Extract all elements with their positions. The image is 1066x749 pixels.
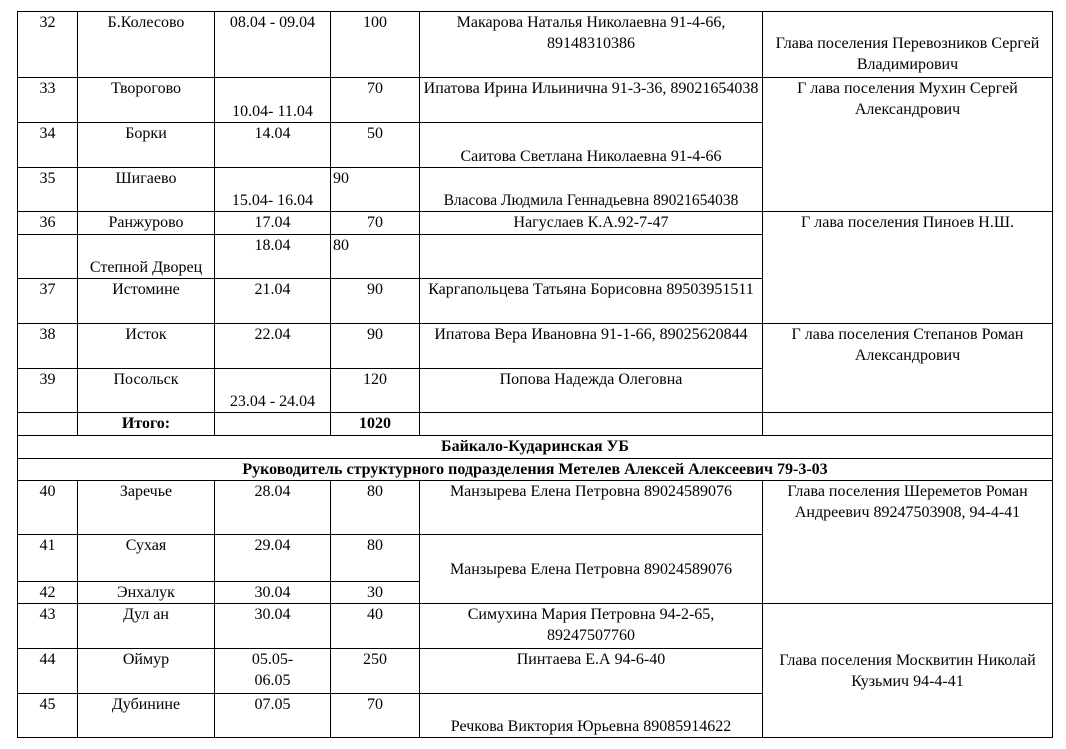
row-number: 43 xyxy=(18,604,78,649)
row-number: 37 xyxy=(18,279,78,324)
head-cell: Г лава поселения Пиноев Н.Ш. xyxy=(763,212,1053,324)
dates-cell: 30.04 xyxy=(215,604,331,649)
settlement-name: Истомине xyxy=(78,279,215,324)
dates-cell: 23.04 - 24.04 xyxy=(215,369,331,413)
contact-cell: Каргапольцева Татьяна Борисовна 89503951511 xyxy=(420,279,763,324)
dates-cell: 10.04- 11.04 xyxy=(215,78,331,123)
section-title-row xyxy=(18,436,1053,459)
dates-cell: 18.04 xyxy=(215,235,331,279)
dates-cell: 05.05- 06.05 xyxy=(215,649,331,694)
head-cell: Глава поселения Перевозников Сергей Владимирович xyxy=(763,12,1053,78)
count-cell: 80 xyxy=(331,481,420,535)
count-cell: 70 xyxy=(331,694,420,738)
contact-cell: Власова Людмила Геннадьевна 89021654038 xyxy=(420,168,763,212)
count-cell: 90 xyxy=(331,279,420,324)
total-row xyxy=(18,413,1053,436)
head-cell: Глава поселения Шереметов Роман Андреевич 89247503908, 94-4-41 xyxy=(763,481,1053,604)
dates-cell: 22.04 xyxy=(215,324,331,369)
total-value: 1020 xyxy=(331,413,420,436)
count-cell: 90 xyxy=(331,324,420,369)
contact-cell: Симухина Мария Петровна 94-2-65, 89247507760 xyxy=(420,604,763,649)
section-manager: Руководитель структурного подразделения Метелев Алексей Алексеевич 79-3-03 xyxy=(18,459,1053,481)
settlement-name: Энхалук xyxy=(78,582,215,604)
dates-cell: 28.04 xyxy=(215,481,331,535)
section-title: Байкало-Кударинская УБ xyxy=(18,436,1053,459)
row-number: 39 xyxy=(18,369,78,413)
dates-cell: 30.04 xyxy=(215,582,331,604)
row-number: 45 xyxy=(18,694,78,738)
contact-cell: Нагуслаев К.А.92-7-47 xyxy=(420,212,763,235)
count-cell: 80 xyxy=(331,535,420,582)
row-number: 42 xyxy=(18,582,78,604)
dates-cell: 08.04 - 09.04 xyxy=(215,12,331,78)
dates-cell: 29.04 xyxy=(215,535,331,582)
settlement-name: Шигаево xyxy=(78,168,215,212)
head-cell: Г лава поселения Мухин Сергей Александрович xyxy=(763,78,1053,212)
settlement-name: Дубинине xyxy=(78,694,215,738)
contact-cell: Речкова Виктория Юрьевна 89085914622 xyxy=(420,694,763,738)
head-cell: Глава поселения Москвитин Николай Кузьмич 94-4-41 xyxy=(763,604,1053,738)
schedule-table xyxy=(17,11,1053,738)
contact-cell: Манзырева Елена Петровна 89024589076 xyxy=(420,535,763,604)
row-number: 34 xyxy=(18,123,78,168)
section-manager-row xyxy=(18,459,1053,481)
contact-cell: Макарова Наталья Николаевна 91-4-66, 89148310386 xyxy=(420,12,763,78)
settlement-name: Творогово xyxy=(78,78,215,123)
settlement-name: Заречье xyxy=(78,481,215,535)
contact-cell: Ипатова Ирина Ильинична 91-3-36, 89021654038 xyxy=(420,78,763,123)
row-number: 41 xyxy=(18,535,78,582)
row-number: 40 xyxy=(18,481,78,535)
count-cell: 40 xyxy=(331,604,420,649)
contact-cell: Пинтаева Е.А 94-6-40 xyxy=(420,649,763,694)
contact-cell: Манзырева Елена Петровна 89024589076 xyxy=(420,481,763,535)
row-number: 35 xyxy=(18,168,78,212)
settlement-name: Посольск xyxy=(78,369,215,413)
contact-cell: Саитова Светлана Николаевна 91-4-66 xyxy=(420,123,763,168)
dates-cell: 07.05 xyxy=(215,694,331,738)
settlement-name: Степной Дворец xyxy=(78,235,215,279)
row-number: 38 xyxy=(18,324,78,369)
settlement-name: Ранжурово xyxy=(78,212,215,235)
count-cell: 30 xyxy=(331,582,420,604)
table-row xyxy=(18,324,1053,369)
count-cell: 70 xyxy=(331,78,420,123)
settlement-name: Оймур xyxy=(78,649,215,694)
settlement-name: Сухая xyxy=(78,535,215,582)
row-number xyxy=(18,235,78,279)
settlement-name: Исток xyxy=(78,324,215,369)
contact-cell: Ипатова Вера Ивановна 91-1-66, 89025620844 xyxy=(420,324,763,369)
table-row xyxy=(18,12,1053,78)
dates-cell: 17.04 xyxy=(215,212,331,235)
count-cell: 90 xyxy=(331,168,420,212)
row-number: 32 xyxy=(18,12,78,78)
row-number: 44 xyxy=(18,649,78,694)
settlement-name: Б.Колесово xyxy=(78,12,215,78)
count-cell: 100 xyxy=(331,12,420,78)
dates-cell: 14.04 xyxy=(215,123,331,168)
dates-cell: 21.04 xyxy=(215,279,331,324)
total-label: Итого: xyxy=(78,413,215,436)
table-row xyxy=(18,78,1053,123)
count-cell: 250 xyxy=(331,649,420,694)
row-number: 36 xyxy=(18,212,78,235)
contact-cell xyxy=(420,235,763,279)
table-row xyxy=(18,212,1053,235)
table-row xyxy=(18,481,1053,535)
count-cell: 80 xyxy=(331,235,420,279)
table-row xyxy=(18,604,1053,649)
settlement-name: Борки xyxy=(78,123,215,168)
head-cell: Г лава поселения Степанов Роман Александрович xyxy=(763,324,1053,413)
count-cell: 70 xyxy=(331,212,420,235)
row-number: 33 xyxy=(18,78,78,123)
dates-cell: 15.04- 16.04 xyxy=(215,168,331,212)
settlement-name: Дул ан xyxy=(78,604,215,649)
count-cell: 120 xyxy=(331,369,420,413)
count-cell: 50 xyxy=(331,123,420,168)
contact-cell: Попова Надежда Олеговна xyxy=(420,369,763,413)
